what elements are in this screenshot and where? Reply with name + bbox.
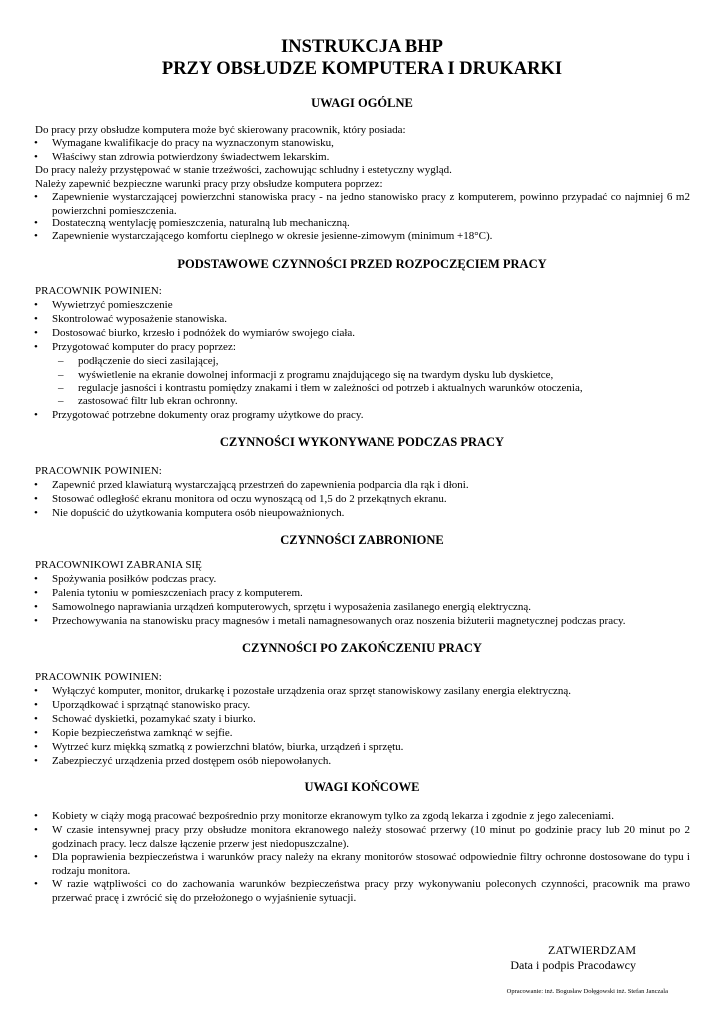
list-item: • Stosować odległość ekranu monitora od oczu wynoszącą od 1,5 do 2 przekątnych ekranu.	[52, 493, 690, 507]
sub-list-item: – wyświetlenie na ekranie dowolnej informacji z programu znajdującego się na twardym dysku lub dyskietce,	[78, 369, 553, 382]
section-heading-during-work: CZYNNOŚCI WYKONYWANE PODCZAS PRACY	[219, 435, 505, 449]
approval-label: ZATWIERDZAM	[548, 943, 636, 957]
document-subtitle: PRZY OBSŁUDZE KOMPUTERA I DRUKARKI	[161, 59, 563, 79]
paragraph: Do pracy należy przystępować w stanie trzeźwości, zachowując schludny i estetyczny wygląd.	[35, 164, 452, 176]
paragraph: Należy zapewnić bezpieczne warunki pracy przy obsłudze komputera poprzez:	[35, 178, 383, 190]
section-heading-before-work: PODSTAWOWE CZYNNOŚCI PRZED ROZPOCZĘCIEM PRACY	[177, 257, 547, 271]
list-item: • Wytrzeć kurz miękką szmatką z powierzchni blatów, biurka, urządzeń i sprzętu.	[52, 741, 690, 755]
list-item: • Wymagane kwalifikacje do pracy na wyznaczonym stanowisku,	[52, 137, 690, 151]
list-item: • Wywietrzyć pomieszczenie	[52, 299, 690, 313]
section-lead: PRACOWNIK POWINIEN:	[35, 671, 162, 683]
section-heading-forbidden: CZYNNOŚCI ZABRONIONE	[280, 533, 444, 547]
list-item: • Kobiety w ciąży mogą pracować bezpośrednio przy monitorze ekranowym tylko za zgodą lekarza i zgodnie z jego zaleceniami.	[52, 810, 690, 824]
list-item: • Przygotować komputer do pracy poprzez:	[52, 341, 690, 355]
sub-list-item: – zastosować filtr lub ekran ochronny.	[78, 395, 238, 408]
list-item: • Wyłączyć komputer, monitor, drukarkę i pozostałe urządzenia oraz sprzęt stanowiskowy zasilany energia elektryczną.	[52, 685, 690, 699]
section-heading-after-work: CZYNNOŚCI PO ZAKOŃCZENIU PRACY	[242, 641, 482, 655]
list-item: • Zapewnić przed klawiaturą wystarczającą przestrzeń do zapewnienia podparcia dla rąk i dłoni.	[52, 479, 690, 493]
list-item: • Dostosować biurko, krzesło i podnóżek do wymiarów swojego ciała.	[52, 327, 690, 341]
paragraph: Do pracy przy obsłudze komputera może być skierowany pracownik, który posiada:	[35, 124, 406, 136]
list-item: • Dostateczną wentylację pomieszczenia, naturalną lub mechaniczną.	[52, 217, 690, 231]
section-lead: PRACOWNIKOWI ZABRANIA SIĘ	[35, 559, 202, 571]
list-item: • Skontrolować wyposażenie stanowiska.	[52, 313, 690, 327]
list-item: • Dla poprawienia bezpieczeństwa i warunków pracy należy na ekrany monitorów stosować odpowiednie filtry ochronne dostosowane do typu i rodzaju monitora.	[52, 851, 690, 878]
list-item: • Zapewnienie wystarczającej powierzchni stanowiska pracy - na jedno stanowisko pracy z komputerem, powinno przypadać co najmniej 6 m2 powierzchni pomieszczenia.	[52, 191, 690, 218]
list-item: • Przechowywania na stanowisku pracy magnesów i metali namagnesowanych oraz noszenia biżuterii magnetycznej podczas pracy.	[52, 615, 690, 629]
list-item: • Nie dopuścić do użytkowania komputera osób nieupoważnionych.	[52, 507, 690, 521]
sub-list-item: – regulacje jasności i kontrastu pomiędzy znakami i tłem w zależności od potrzeb i aktualnych warunków otoczenia,	[78, 382, 583, 395]
list-item: • W czasie intensywnej pracy przy obsłudze monitora ekranowego należy stosować przerwy (10 minut po godzinie pracy lub 20 minut po 2 godzinach pracy. lecz dalsze łączenie przerw jest niedopuszczalne).	[52, 824, 690, 851]
list-item: • Przygotować potrzebne dokumenty oraz programy użytkowe do pracy.	[52, 409, 690, 423]
sub-list-item: – podłączenie do sieci zasilającej,	[78, 355, 218, 368]
list-item: • Uporządkować i sprzątnąć stanowisko pracy.	[52, 699, 690, 713]
list-item: • Zabezpieczyć urządzenia przed dostępem osób niepowołanych.	[52, 755, 690, 769]
signature-label: Data i podpis Pracodawcy	[510, 958, 636, 972]
list-item: • Kopie bezpieczeństwa zamknąć w sejfie.	[52, 727, 690, 741]
list-item: • W razie wątpliwości co do zachowania warunków bezpieczeństwa pracy przy wykonywaniu poleconych czynności, pracownik ma prawo przerwać pracę i zwrócić się do przełożonego o wyjaśnienie sytuacji.	[52, 878, 690, 905]
footer-credits: Opracowanie: inż. Bogusław Dołęgowski inż. Stefan Janczala	[506, 988, 668, 995]
section-lead: PRACOWNIK POWINIEN:	[35, 285, 162, 297]
document-title: INSTRUKCJA BHP	[281, 37, 443, 57]
list-item: • Schować dyskietki, pozamykać szaty i biurko.	[52, 713, 690, 727]
list-item: • Samowolnego naprawiania urządzeń komputerowych, sprzętu i wyposażenia zasilanego energią elektryczną.	[52, 601, 690, 615]
list-item: • Zapewnienie wystarczającego komfortu cieplnego w okresie jesienne-zimowym (minimum +18°C).	[52, 230, 690, 244]
list-item: • Właściwy stan zdrowia potwierdzony świadectwem lekarskim.	[52, 151, 690, 165]
list-item: • Palenia tytoniu w pomieszczeniach pracy z komputerem.	[52, 587, 690, 601]
list-item: • Spożywania posiłków podczas pracy.	[52, 573, 690, 587]
section-lead: PRACOWNIK POWINIEN:	[35, 465, 162, 477]
section-heading-final: UWAGI KOŃCOWE	[304, 780, 420, 794]
section-heading-general: UWAGI OGÓLNE	[311, 96, 413, 110]
